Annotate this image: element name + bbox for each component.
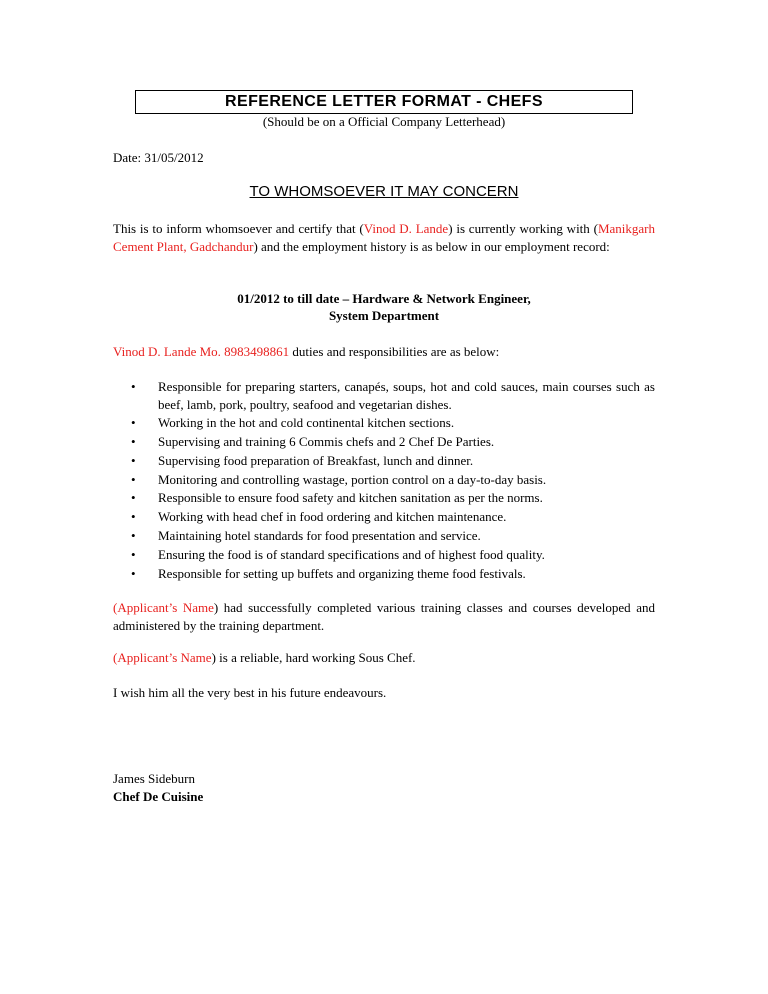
bullet-icon: • bbox=[131, 490, 136, 506]
list-item bbox=[113, 378, 655, 413]
signatory-name: James Sideburn bbox=[113, 771, 195, 786]
duty-text: Responsible to ensure food safety and kitchen sanitation as per the norms. bbox=[158, 490, 543, 506]
company-name: Manikgarh Cement Plant, Gadchandur bbox=[113, 221, 655, 254]
list-item bbox=[113, 546, 655, 564]
bullet-icon: • bbox=[131, 452, 136, 468]
duty-text: Responsible for preparing starters, canapés, soups, hot and cold sauces, main courses such as beef, lamb, pork, poultry, seafood and vegetarian dishes. bbox=[158, 379, 655, 412]
salutation-heading: TO WHOMSOEVER IT MAY CONCERN bbox=[249, 183, 519, 200]
paren-open: ( bbox=[113, 650, 118, 665]
reliable-paragraph bbox=[113, 649, 655, 667]
document-title: REFERENCE LETTER FORMAT - CHEFS bbox=[135, 90, 633, 114]
list-item bbox=[113, 489, 655, 507]
list-item bbox=[113, 452, 655, 470]
bullet-icon: • bbox=[131, 379, 136, 394]
duty-text: Supervising and training 6 Commis chefs and 2 Chef De Parties. bbox=[158, 434, 495, 450]
applicant-name: Applicant’s Name bbox=[117, 650, 212, 665]
signatory-title: Chef De Cuisine bbox=[113, 789, 204, 804]
duties-intro-text: duties and responsibilities are as below: bbox=[289, 344, 500, 359]
closing-line: I wish him all the very best in his future endeavours. bbox=[113, 685, 387, 700]
list-item bbox=[113, 414, 655, 432]
bullet-icon: • bbox=[131, 509, 136, 525]
duty-text: Responsible for setting up buffets and organizing theme food festivals. bbox=[158, 565, 526, 581]
duty-text: Maintaining hotel standards for food presentation and service. bbox=[158, 528, 481, 544]
duty-text: Working with head chef in food ordering and kitchen maintenance. bbox=[158, 509, 507, 525]
paren-open: ( bbox=[113, 600, 118, 615]
list-item bbox=[113, 471, 655, 489]
training-text: ) had successfully completed various training classes and courses developed and administered by the training department. bbox=[113, 600, 655, 633]
list-item bbox=[113, 433, 655, 451]
duties-intro bbox=[113, 343, 655, 361]
date-line: Date: 31/05/2012 bbox=[113, 150, 204, 165]
bullet-icon: • bbox=[131, 471, 136, 487]
reliable-text: ) is a reliable, hard working Sous Chef. bbox=[211, 650, 416, 665]
duties-list bbox=[113, 378, 655, 583]
position-line-2: System Department bbox=[328, 308, 440, 323]
training-paragraph bbox=[113, 599, 655, 634]
employee-name: Vinod D. Lande bbox=[363, 221, 449, 236]
intro-text-3: ) and the employment history is as below in our employment record: bbox=[253, 238, 610, 254]
duty-text: Ensuring the food is of standard specifications and of highest food quality. bbox=[158, 546, 545, 562]
intro-paragraph bbox=[113, 220, 655, 255]
bullet-icon: • bbox=[131, 434, 136, 450]
duty-text: Supervising food preparation of Breakfast, lunch and dinner. bbox=[158, 452, 474, 468]
bullet-icon: • bbox=[131, 565, 136, 581]
position-line-1: 01/2012 to till date – Hardware & Network Engineer, bbox=[237, 291, 531, 306]
list-item bbox=[113, 527, 655, 545]
letterhead-note: (Should be on a Official Company Letterhead) bbox=[262, 114, 506, 129]
bullet-icon: • bbox=[131, 546, 136, 562]
list-item bbox=[113, 508, 655, 526]
bullet-icon: • bbox=[131, 528, 136, 544]
employee-name-phone: Vinod D. Lande Mo. 8983498861 bbox=[113, 344, 290, 359]
applicant-name: Applicant’s Name bbox=[117, 600, 214, 615]
intro-text-2: ) is currently working with ( bbox=[448, 221, 598, 236]
intro-text-1: This is to inform whomsoever and certify that ( bbox=[113, 221, 364, 236]
duty-text: Working in the hot and cold continental kitchen sections. bbox=[158, 415, 455, 431]
bullet-icon: • bbox=[131, 415, 136, 431]
duty-text: Monitoring and controlling wastage, portion control on a day-to-day basis. bbox=[158, 471, 547, 487]
list-item bbox=[113, 565, 655, 583]
